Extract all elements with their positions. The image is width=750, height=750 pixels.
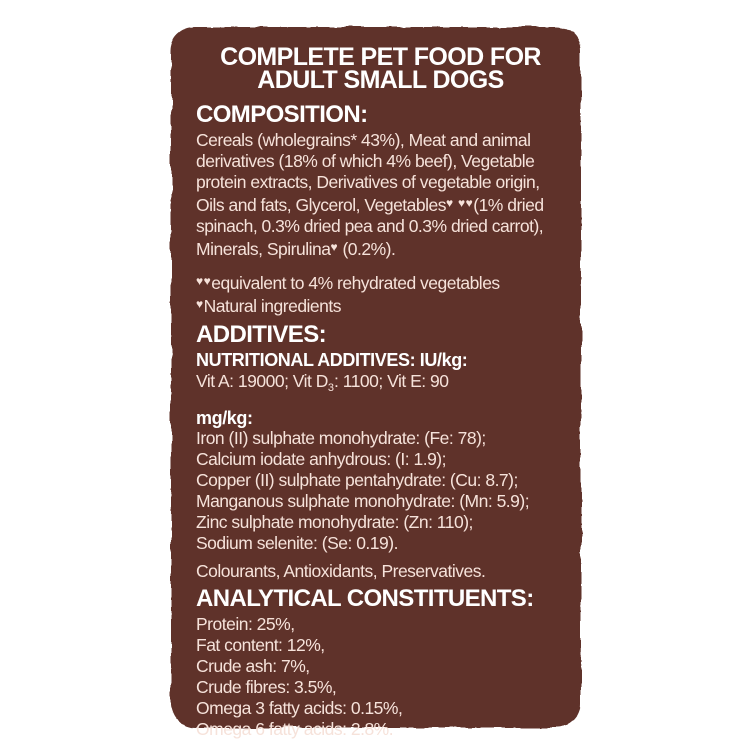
label-title-line2: ADULT SMALL DOGS bbox=[257, 66, 504, 94]
text-line: Cereals (wholegrains* 43%), Meat and animal bbox=[196, 130, 531, 150]
text-line: derivatives (18% of which 4% beef), Vegetable bbox=[196, 151, 535, 171]
text-line: ♥Natural ingredients bbox=[196, 296, 342, 316]
text-line: Sodium selenite: (Se: 0.19). bbox=[196, 533, 398, 553]
heart-marker-icon: ♥ bbox=[330, 240, 339, 254]
text-line: spinach, 0.3% dried pea and 0.3% dried carrot), bbox=[196, 216, 544, 236]
mgkg-heading: mg/kg: bbox=[196, 408, 253, 428]
analytical-heading: ANALYTICAL CONSTITUENTS: bbox=[196, 585, 534, 612]
text-line: Omega 3 fatty acids: 0.15%, bbox=[196, 698, 403, 718]
text-line: Oils and fats, Glycerol, Vegetables♥ ♥♥(1% dried bbox=[196, 195, 544, 215]
heart-marker-icon: ♥♥ bbox=[196, 274, 212, 288]
nutritional-additives-heading: NUTRITIONAL ADDITIVES: IU/kg: bbox=[196, 350, 468, 370]
text-line: Manganous sulphate monohydrate: (Mn: 5.9); bbox=[196, 491, 530, 511]
text-line: Protein: 25%, bbox=[196, 614, 295, 634]
label-title bbox=[196, 43, 565, 94]
analytical-list bbox=[196, 614, 565, 740]
vitamins-line bbox=[196, 370, 565, 399]
text-line: Zinc sulphate monohydrate: (Zn: 110); bbox=[196, 512, 473, 532]
vitamins-pre: Vit A: 19000; Vit D bbox=[196, 371, 328, 391]
text-line: ♥♥equivalent to 4% rehydrated vegetables bbox=[196, 273, 500, 293]
other-additives-line: Colourants, Antioxidants, Preservatives. bbox=[196, 561, 486, 581]
heart-marker-icon: ♥♥ bbox=[458, 196, 474, 210]
text-line: Copper (II) sulphate pentahydrate: (Cu: 8.7); bbox=[196, 470, 518, 490]
text-line: Crude ash: 7%, bbox=[196, 656, 310, 676]
label-title-line1: COMPLETE PET FOOD FOR bbox=[220, 43, 541, 71]
text-line: Calcium iodate anhydrous: (I: 1.9); bbox=[196, 449, 446, 469]
vitamin-d3-subscript: 3 bbox=[327, 382, 335, 394]
composition-text bbox=[196, 130, 565, 260]
pet-food-label bbox=[171, 27, 581, 739]
additives-heading: ADDITIVES: bbox=[196, 321, 327, 348]
text-line: Fat content: 12%, bbox=[196, 635, 325, 655]
vitamins-post: : 1100; Vit E: 90 bbox=[334, 371, 449, 391]
text-line: Omega 6 fatty acids: 2.8%. bbox=[196, 719, 394, 739]
text-line: protein extracts, Derivatives of vegetable origin, bbox=[196, 172, 540, 192]
text-line: Minerals, Spirulina♥ (0.2%). bbox=[196, 239, 396, 259]
heart-marker-icon: ♥ bbox=[196, 297, 204, 311]
text-line: Crude fibres: 3.5%, bbox=[196, 677, 337, 697]
composition-footnotes bbox=[196, 271, 565, 317]
heart-marker-icon: ♥ bbox=[446, 196, 454, 210]
composition-heading: COMPOSITION: bbox=[196, 101, 368, 128]
minerals-list bbox=[196, 428, 565, 554]
text-line: Iron (II) sulphate monohydrate: (Fe: 78); bbox=[196, 428, 486, 448]
label-content bbox=[171, 27, 581, 739]
